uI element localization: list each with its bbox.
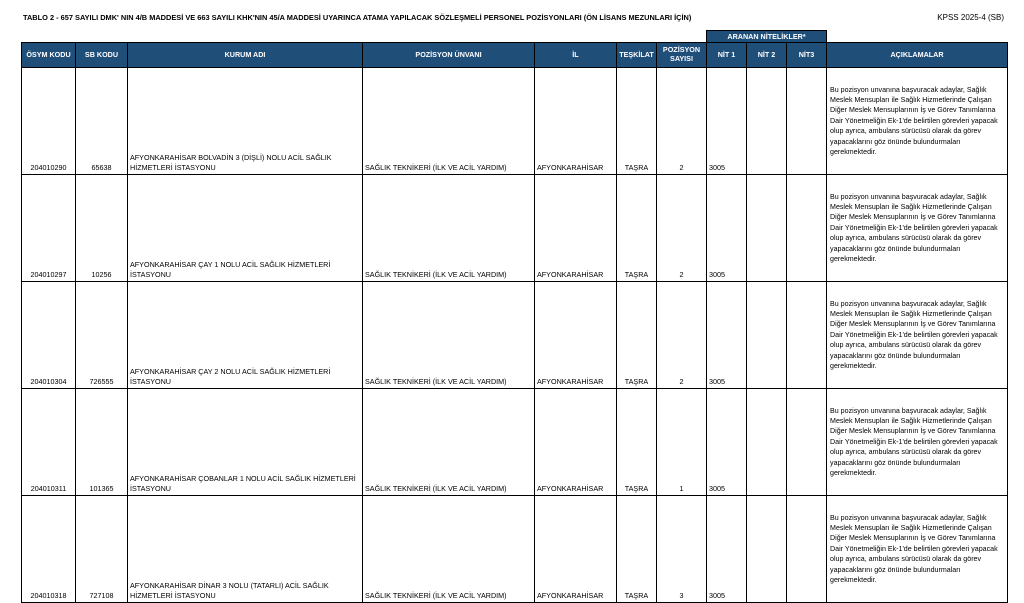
col-sb-kodu: SB KODU (76, 43, 128, 68)
exam-code: KPSS 2025-4 (SB) (937, 13, 1004, 22)
cell-aciklamalar: Bu pozisyon unvanına başvuracak adaylar, Sağlık Meslek Mensupları ile Sağlık Hizmetlerinde Çalışan Diğer Meslek Mensuplarının İş ve Görev Tanımlarına Dair Yönetmeliğin Ek-1'de belirtilen görevleri yapacak olup ayrıca, ambulans sürücüsü olarak da görev yapacaklarını göz önünde bulundurmaları gerekmektedir. (827, 389, 1008, 496)
cell-sb-kodu: 10256 (76, 175, 128, 282)
cell-pozisyon-unvani: SAĞLIK TEKNİKERİ (İLK VE ACİL YARDIM) (363, 496, 535, 603)
cell-nit3 (787, 496, 827, 603)
cell-kurum-adi: AFYONKARAHİSAR ÇAY 1 NOLU ACİL SAĞLIK HİZMETLERİ İSTASYONU (128, 175, 363, 282)
cell-pozisyon-unvani: SAĞLIK TEKNİKERİ (İLK VE ACİL YARDIM) (363, 68, 535, 175)
cell-aciklamalar: Bu pozisyon unvanına başvuracak adaylar, Sağlık Meslek Mensupları ile Sağlık Hizmetlerinde Çalışan Diğer Meslek Mensuplarının İş ve Görev Tanımlarına Dair Yönetmeliğin Ek-1'de belirtilen görevleri yapacak olup ayrıca, ambulans sürücüsü olarak da görev yapacaklarını göz önünde bulundurmaları gerekmektedir. (827, 496, 1008, 603)
cell-pozisyon-sayisi: 1 (657, 389, 707, 496)
cell-teskilat: TAŞRA (617, 389, 657, 496)
header-spacer (22, 31, 707, 43)
cell-pozisyon-unvani: SAĞLIK TEKNİKERİ (İLK VE ACİL YARDIM) (363, 175, 535, 282)
cell-il: AFYONKARAHİSAR (535, 389, 617, 496)
table-row (22, 282, 1008, 389)
cell-nit3 (787, 389, 827, 496)
col-kurum-adi: KURUM ADI (128, 43, 363, 68)
col-osym-kodu: ÖSYM KODU (22, 43, 76, 68)
cell-il: AFYONKARAHİSAR (535, 496, 617, 603)
table-row (22, 175, 1008, 282)
cell-nit2 (747, 175, 787, 282)
group-header-row (22, 31, 1008, 43)
cell-nit1: 3005 (707, 389, 747, 496)
cell-kurum-adi: AFYONKARAHİSAR DİNAR 3 NOLU (TATARLI) ACİL SAĞLIK HİZMETLERİ İSTASYONU (128, 496, 363, 603)
cell-il: AFYONKARAHİSAR (535, 282, 617, 389)
cell-nit1: 3005 (707, 68, 747, 175)
positions-table (21, 30, 1008, 603)
column-header-row (22, 43, 1008, 68)
col-aciklamalar: AÇIKLAMALAR (827, 43, 1008, 68)
cell-pozisyon-sayisi: 3 (657, 496, 707, 603)
cell-kurum-adi: AFYONKARAHİSAR ÇOBANLAR 1 NOLU ACİL SAĞLIK HİZMETLERİ İSTASYONU (128, 389, 363, 496)
cell-nit2 (747, 496, 787, 603)
cell-nit2 (747, 68, 787, 175)
cell-nit1: 3005 (707, 282, 747, 389)
cell-osym-kodu: 204010290 (22, 68, 76, 175)
cell-kurum-adi: AFYONKARAHİSAR ÇAY 2 NOLU ACİL SAĞLIK HİZMETLERİ İSTASYONU (128, 282, 363, 389)
cell-sb-kodu: 726555 (76, 282, 128, 389)
cell-nit1: 3005 (707, 175, 747, 282)
table-title: TABLO 2 - 657 SAYILI DMK' NIN 4/B MADDESİ VE 663 SAYILI KHK'NIN 45/A MADDESİ UYARINCA ATAMA YAPILACAK SÖZLEŞMELİ PERSONEL POZİSYONLARI (ÖN LİSANS MEZUNLARI İÇİN) (23, 13, 692, 22)
table-row (22, 496, 1008, 603)
col-nit3: NİT3 (787, 43, 827, 68)
cell-pozisyon-sayisi: 2 (657, 282, 707, 389)
cell-sb-kodu: 727108 (76, 496, 128, 603)
cell-kurum-adi: AFYONKARAHİSAR BOLVADİN 3 (DİŞLİ) NOLU ACİL SAĞLIK HİZMETLERİ İSTASYONU (128, 68, 363, 175)
col-nit1: NİT 1 (707, 43, 747, 68)
cell-aciklamalar: Bu pozisyon unvanına başvuracak adaylar, Sağlık Meslek Mensupları ile Sağlık Hizmetlerinde Çalışan Diğer Meslek Mensuplarının İş ve Görev Tanımlarına Dair Yönetmeliğin Ek-1'de belirtilen görevleri yapacak olup ayrıca, ambulans sürücüsü olarak da görev yapacaklarını göz önünde bulundurmaları gerekmektedir. (827, 175, 1008, 282)
cell-osym-kodu: 204010297 (22, 175, 76, 282)
col-nit2: NİT 2 (747, 43, 787, 68)
cell-pozisyon-unvani: SAĞLIK TEKNİKERİ (İLK VE ACİL YARDIM) (363, 282, 535, 389)
cell-sb-kodu: 101365 (76, 389, 128, 496)
col-il: İL (535, 43, 617, 68)
col-pozisyon-unvani: POZİSYON ÜNVANI (363, 43, 535, 68)
cell-osym-kodu: 204010318 (22, 496, 76, 603)
cell-osym-kodu: 204010304 (22, 282, 76, 389)
cell-osym-kodu: 204010311 (22, 389, 76, 496)
cell-aciklamalar: Bu pozisyon unvanına başvuracak adaylar, Sağlık Meslek Mensupları ile Sağlık Hizmetlerinde Çalışan Diğer Meslek Mensuplarının İş ve Görev Tanımlarına Dair Yönetmeliğin Ek-1'de belirtilen görevleri yapacak olup ayrıca, ambulans sürücüsü olarak da görev yapacaklarını göz önünde bulundurmaları gerekmektedir. (827, 282, 1008, 389)
cell-pozisyon-unvani: SAĞLIK TEKNİKERİ (İLK VE ACİL YARDIM) (363, 389, 535, 496)
cell-pozisyon-sayisi: 2 (657, 68, 707, 175)
cell-teskilat: TAŞRA (617, 68, 657, 175)
cell-pozisyon-sayisi: 2 (657, 175, 707, 282)
cell-nit3 (787, 175, 827, 282)
cell-il: AFYONKARAHİSAR (535, 175, 617, 282)
cell-nit1: 3005 (707, 496, 747, 603)
cell-nit2 (747, 282, 787, 389)
header-spacer (827, 31, 1008, 43)
table-row (22, 389, 1008, 496)
cell-sb-kodu: 65638 (76, 68, 128, 175)
cell-teskilat: TAŞRA (617, 175, 657, 282)
cell-nit2 (747, 389, 787, 496)
cell-nit3 (787, 68, 827, 175)
col-pozisyon-sayisi: POZİSYON SAYISI (657, 43, 707, 68)
col-teskilat: TEŞKİLAT (617, 43, 657, 68)
cell-teskilat: TAŞRA (617, 282, 657, 389)
cell-nit3 (787, 282, 827, 389)
cell-il: AFYONKARAHİSAR (535, 68, 617, 175)
cell-teskilat: TAŞRA (617, 496, 657, 603)
table-row (22, 68, 1008, 175)
group-header-nitelikler: ARANAN NİTELİKLER* (707, 31, 827, 43)
cell-aciklamalar: Bu pozisyon unvanına başvuracak adaylar, Sağlık Meslek Mensupları ile Sağlık Hizmetlerinde Çalışan Diğer Meslek Mensuplarının İş ve Görev Tanımlarına Dair Yönetmeliğin Ek-1'de belirtilen görevleri yapacak olup ayrıca, ambulans sürücüsü olarak da görev yapacaklarını göz önünde bulundurmaları gerekmektedir. (827, 68, 1008, 175)
